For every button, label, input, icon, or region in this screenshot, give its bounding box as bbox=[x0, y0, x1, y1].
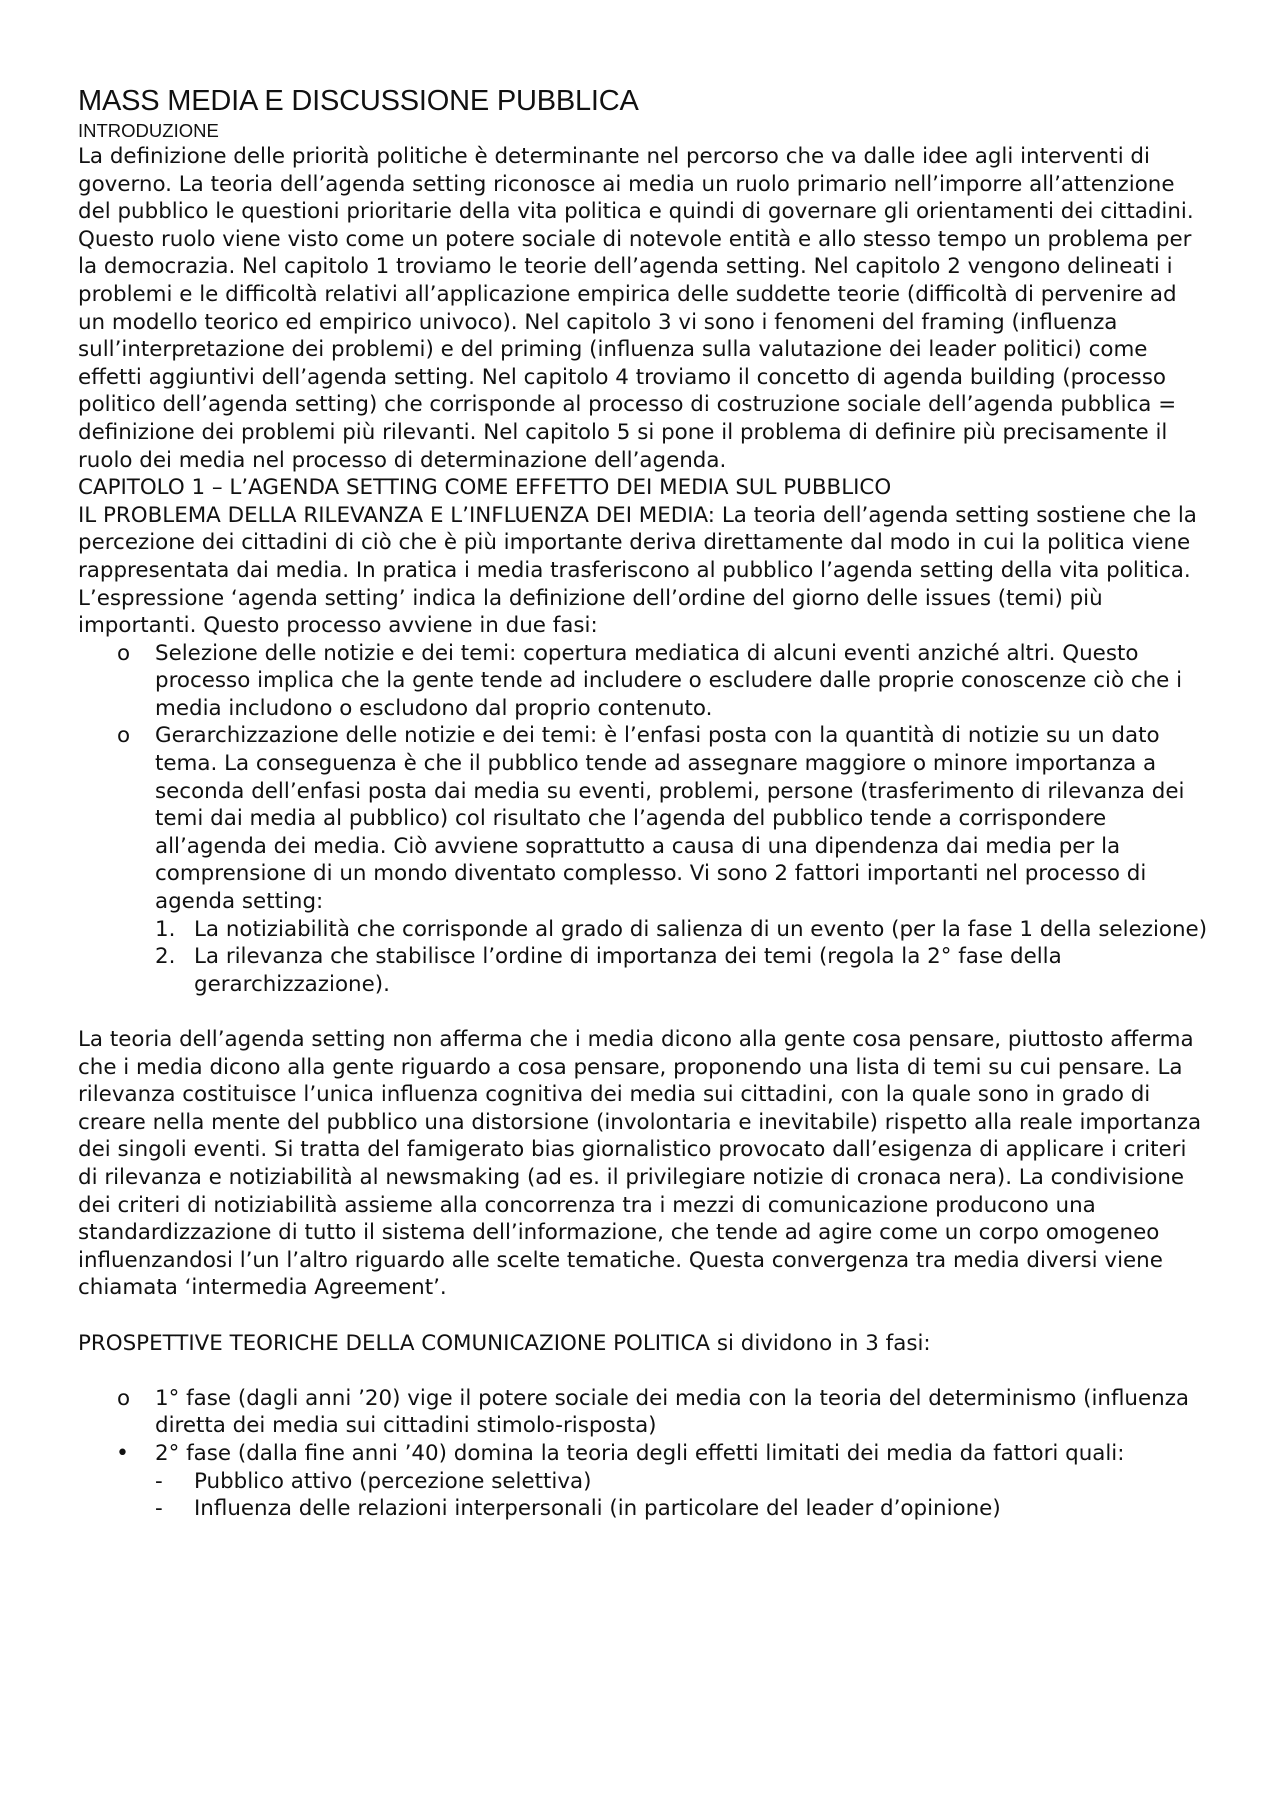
list-item-text: 2° fase (dalla fine anni ’40) domina la teoria degli effetti limitati dei media da fattori quali: bbox=[155, 1440, 1125, 1466]
paragraph-spacer bbox=[78, 998, 1208, 1026]
factors-list bbox=[155, 916, 1208, 999]
list-item bbox=[155, 916, 1208, 944]
chapter1-heading: CAPITOLO 1 – L’AGENDA SETTING COME EFFETTO DEI MEDIA SUL PUBBLICO bbox=[78, 475, 892, 501]
list-item bbox=[155, 1468, 1208, 1496]
circle-bullet-icon: o bbox=[117, 723, 131, 749]
dash-bullet-icon: - bbox=[155, 1496, 163, 1522]
filled-bullet-icon: • bbox=[116, 1440, 129, 1466]
document-title: MASS MEDIA E DISCUSSIONE PUBBLICA bbox=[78, 85, 639, 117]
chapter1-text: La teoria dell’agenda setting sostiene che la percezione dei cittadini di ciò che è più importante deriva direttamente dal modo in cui la politica viene rappresentata dai media. In pratica i media trasferiscono al pubblico l’agenda setting della vita politica. L’espressione ‘agenda setting’ indica la definizione dell’ordine del giorno delle issues (temi) più importanti. Questo processo avviene in due fasi: bbox=[78, 502, 1197, 639]
list-item-text: Pubblico attivo (percezione selettiva) bbox=[194, 1468, 592, 1494]
circle-bullet-icon: o bbox=[117, 1385, 131, 1411]
intro-heading: INTRODUZIONE bbox=[78, 120, 219, 141]
limiting-factors-list bbox=[155, 1468, 1208, 1523]
list-item bbox=[155, 1495, 1208, 1523]
list-item bbox=[78, 1440, 1208, 1523]
chapter1-lead: IL PROBLEMA DELLA RILEVANZA E L’INFLUENZA DEI MEDIA: bbox=[78, 502, 716, 528]
list-item-text: 1° fase (dagli anni ’20) vige il potere sociale dei media con la teoria del determinismo (influenza diretta dei media sui cittadini stimolo-risposta) bbox=[155, 1385, 1190, 1439]
chapter1-paragraph bbox=[78, 502, 1208, 640]
list-number: 2. bbox=[155, 944, 176, 970]
list-item bbox=[78, 722, 1208, 998]
list-number: 1. bbox=[155, 916, 176, 942]
list-item-text: La rilevanza che stabilisce l’ordine di importanza dei temi (regola la 2° fase della gerarchizzazione). bbox=[194, 944, 1062, 997]
paragraph-spacer bbox=[78, 1302, 1208, 1330]
list-item bbox=[78, 1385, 1208, 1440]
dash-bullet-icon: - bbox=[155, 1468, 163, 1494]
document-page bbox=[78, 84, 1208, 1523]
phases-list bbox=[78, 640, 1208, 999]
perspectives-list bbox=[78, 1385, 1208, 1523]
list-item bbox=[155, 943, 1208, 998]
circle-bullet-icon: o bbox=[117, 640, 131, 666]
list-item-text: Gerarchizzazione delle notizie e dei temi: è l’enfasi posta con la quantità di notizie su un dato tema. La conseguenza è che il pubblico tende ad assegnare maggiore o minore importanza a seconda dell’enfasi posta dai media su eventi, problemi, persone (trasferimento di rilevanza dei temi dai media al pubblico) col risultato che l’agenda del pubblico tende a corrispondere all’agenda dei media. Ciò avviene soprattutto a causa di una dipendenza dai media per la comprensione di un mondo diventato complesso. Vi sono 2 fattori importanti nel processo di agenda setting: bbox=[155, 723, 1185, 915]
list-item bbox=[78, 640, 1208, 723]
paragraph-spacer bbox=[78, 1357, 1208, 1385]
intro-paragraph: La definizione delle priorità politiche è determinante nel percorso che va dalle idee agli interventi di governo. La teoria dell’agenda setting riconosce ai media un ruolo primario nell’imporre all’attenzione del pubblico le questioni prioritarie della vita politica e quindi di governare gli orientamenti dei cittadini. Questo ruolo viene visto come un potere sociale di notevole entità e allo stesso tempo un problema per la democrazia. Nel capitolo 1 troviamo le teorie dell’agenda setting. Nel capitolo 2 vengono delineati i problemi e le difficoltà relativi all’applicazione empirica delle suddette teorie (difficoltà di pervenire ad un modello teorico ed empirico univoco). Nel capitolo 3 vi sono i fenomeni del framing (influenza sull’interpretazione dei problemi) e del priming (influenza sulla valutazione dei leader politici) come effetti aggiuntivi dell’agenda setting. Nel capitolo 4 troviamo il concetto di agenda building (processo politico dell’agenda setting) che corrisponde al processo di costruzione sociale dell’agenda pubblica = definizione dei problemi più rilevanti. Nel capitolo 5 si pone il problema di definire più precisamente il ruolo dei media nel processo di determinazione dell’agenda. bbox=[78, 144, 1194, 473]
list-item-text: La notiziabilità che corrisponde al grado di salienza di un evento (per la fase 1 della selezione) bbox=[194, 916, 1208, 942]
list-item-text: Influenza delle relazioni interpersonali (in particolare del leader d’opinione) bbox=[194, 1496, 1001, 1522]
agenda-setting-paragraph: La teoria dell’agenda setting non afferma che i media dicono alla gente cosa pensare, piuttosto afferma che i media dicono alla gente riguardo a cosa pensare, proponendo una lista di temi su cui pensare. La rilevanza costituisce l’unica influenza cognitiva dei media sui cittadini, con la quale sono in grado di creare nella mente del pubblico una distorsione (involontaria e inevitabile) rispetto alla reale importanza dei singoli eventi. Si tratta del famigerato bias giornalistico provocato dall’esigenza di applicare i criteri di rilevanza e notiziabilità al newsmaking (ad es. il privilegiare notizie di cronaca nera). La condivisione dei criteri di notiziabilità assieme alla concorrenza tra i mezzi di comunicazione producono una standardizzazione di tutto il sistema dell’informazione, che tende ad agire come un corpo omogeneo influenzandosi l’un l’altro riguardo alle scelte tematiche. Questa convergenza tra media diversi viene chiamata ‘intermedia Agreement’. bbox=[78, 1027, 1202, 1301]
perspectives-heading: PROSPETTIVE TEORICHE DELLA COMUNICAZIONE POLITICA si dividono in 3 fasi: bbox=[78, 1330, 931, 1356]
list-item-text: Selezione delle notizie e dei temi: copertura mediatica di alcuni eventi anziché altri. Questo processo implica che la gente tende ad includere o escludere dalle proprie conoscenze ciò che i media includono o escludono dal proprio contenuto. bbox=[155, 640, 1183, 721]
